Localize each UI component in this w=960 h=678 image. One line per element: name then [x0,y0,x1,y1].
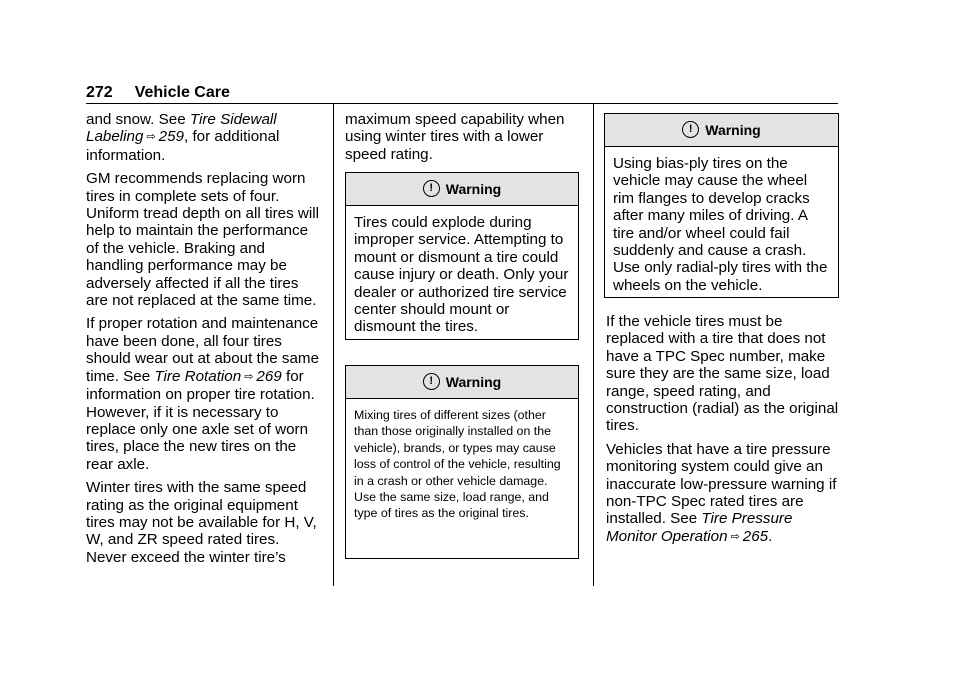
text: for information on proper tire rotation. However, if it is necessary to replace only one axle set of worn tires, place the new tires on the rear axle. [86,367,315,473]
column-divider-1 [333,104,334,586]
warning-text: Mixing tires of different sizes (other than those originally installed on the vehicle), brands, or types may cause loss of control of the vehicle, resulting in a crash or other vehicle damage. Use the same size, load range, and type of tires as the original tires. [354,408,561,521]
paragraph: Winter tires with the same speed rating as the original equipment tires may not be available for H, V, W, and ZR speed rated tires. Never exceed the winter tire’s [86,479,317,566]
page-ref[interactable]: 265 [742,527,769,545]
paragraph: If the vehicle tires must be replaced with a tire that does not have a TPC Spec number, make sure they are the same size, load range, speed rating, and construction (radial) as the original tires. [606,313,839,435]
warning-header [346,173,578,206]
warning-title: Warning [445,374,502,390]
header-rule [86,103,838,104]
warning-title: Warning [445,181,502,197]
column-3 [606,313,842,552]
warning-icon: ! [423,373,440,390]
warning-header [605,114,838,147]
section-title: Vehicle Care [134,84,230,101]
text: and snow. See [86,111,190,128]
paragraph: maximum speed capability when using winter tires with a lower speed rating. [345,111,565,163]
column-divider-2 [593,104,594,586]
column-1 [86,111,324,572]
text: If proper rotation and maintenance have been done, all four tires should wear out at about the same time. See [86,315,320,385]
warning-header [346,366,578,399]
paragraph [86,315,324,473]
warning-title: Warning [705,122,761,138]
page-ref-arrow-icon: ⇨ [730,530,740,543]
link-tire-sidewall-labeling[interactable]: Tire Sidewall Labeling [86,111,277,146]
warning-icon: ! [682,121,699,138]
paragraph [86,111,324,164]
column-2 [345,111,581,169]
link-tire-rotation[interactable]: Tire Rotation [154,367,242,385]
page-ref[interactable]: 259 [158,128,184,146]
page-ref[interactable]: 269 [256,367,282,385]
page-ref-arrow-icon: ⇨ [146,131,156,144]
paragraph: GM recommends replacing worn tires in complete sets of four. Uniform tread depth on all tires will help to maintain the performance of the vehicle. Braking and handling performance may be adversely affected if all the tires are not replaced at the same time. [86,170,319,310]
warning-icon: ! [423,180,440,197]
page-header [86,84,230,102]
warning-text: Tires could explode during improper service. Attempting to mount or dismount a tire could cause injury or death. Only your dealer or authorized tire service center should mount or dismount the tires. [354,214,569,336]
warning-text: Using bias-ply tires on the vehicle may cause the wheel rim flanges to develop cracks after many miles of driving. A tire and/or wheel could fail suddenly and cause a crash. Use only radial-ply tires with the wheels on the vehicle. [613,155,828,294]
text: . [768,527,773,545]
text: , for additional information. [86,128,280,164]
text: Vehicles that have a tire pressure monitoring system could give an inaccurate low-pressure warning if non-TPC Spec rated tires are installed. See [606,440,837,528]
link-tire-pressure-monitor-operation[interactable]: Tire Pressure Monitor Operation [606,510,793,545]
warning-box-service [345,172,579,340]
page-number: 272 [86,84,113,101]
warning-box-bias-ply [604,113,839,298]
paragraph [606,441,842,546]
warning-box-mixing-tires [345,365,579,559]
page-ref-arrow-icon: ⇨ [244,370,254,383]
